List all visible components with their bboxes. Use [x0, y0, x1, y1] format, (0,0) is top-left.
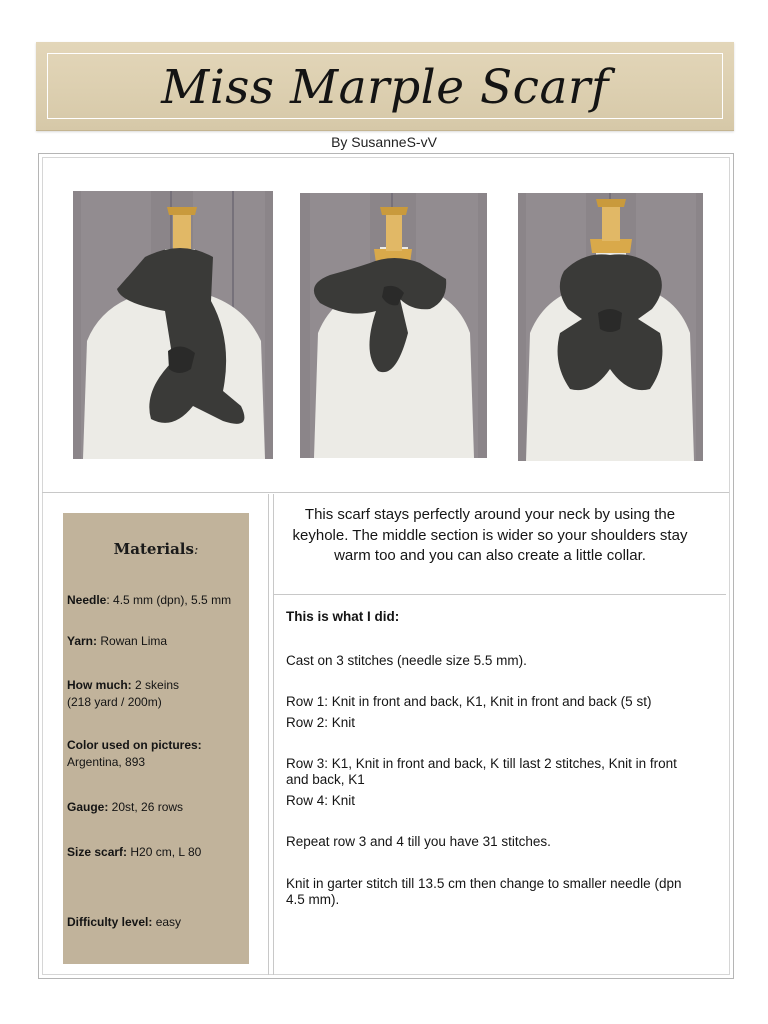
difficulty-spec: Difficulty level: easy: [67, 915, 182, 929]
step-row-2: Row 2: Knit: [286, 715, 356, 730]
step-repeat: Repeat row 3 and 4 till you have 31 stitches.: [286, 834, 551, 849]
intro-paragraph: This scarf stays perfectly around your neck by using the keyhole. The middle section is wider so your shoulders stay warm too and you can also create a little collar.: [292, 506, 688, 564]
step-garter: Knit in garter stitch till 13.5 cm then change to smaller needle (dpn 4.5 mm).: [286, 876, 682, 907]
title-banner-inner: [47, 53, 723, 119]
intro-divider: [274, 594, 726, 595]
needle-spec: Needle: 4.5 mm (dpn), 5.5 mm: [67, 593, 232, 607]
gauge-spec: Gauge: 20st, 26 rows: [67, 800, 184, 814]
instructions-heading: This is what I did:: [286, 609, 400, 624]
author-byline: By SusanneS-vV: [331, 134, 437, 150]
quantity-spec: How much: 2 skeins (218 yard / 200m): [67, 678, 180, 709]
size-spec: Size scarf: H20 cm, L 80: [67, 845, 202, 859]
step-cast-on: Cast on 3 stitches (needle size 5.5 mm).: [286, 653, 527, 668]
materials-panel: [63, 513, 249, 964]
yarn-spec: Yarn: Rowan Lima: [67, 634, 168, 648]
materials-heading: Materials:: [113, 540, 199, 558]
step-row-3: Row 3: K1, Knit in front and back, K till last 2 stitches, Knit in front and back, K1: [286, 756, 677, 787]
column-divider-right: [273, 494, 274, 975]
column-divider-left: [268, 494, 269, 975]
scarf-photo-collar: [518, 193, 703, 461]
scarf-photo-bow: [300, 193, 487, 458]
scarf-photo-front: [73, 191, 273, 459]
photo-divider: [42, 492, 729, 493]
step-row-1: Row 1: Knit in front and back, K1, Knit in front and back (5 st): [286, 694, 652, 709]
step-row-4: Row 4: Knit: [286, 793, 356, 808]
color-spec: Color used on pictures: Argentina, 893: [67, 738, 202, 769]
page-title: Miss Marple Scarf: [161, 59, 609, 115]
title-banner: [36, 42, 734, 131]
